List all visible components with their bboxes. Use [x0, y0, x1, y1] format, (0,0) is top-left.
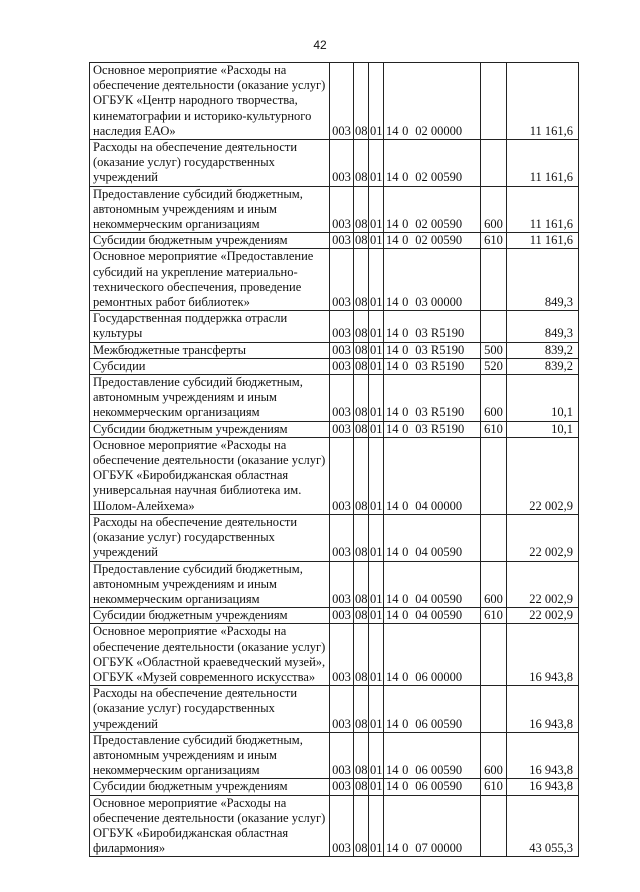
- target-subprogram: 0: [402, 591, 409, 606]
- table-row: [90, 795, 579, 857]
- table-row: [90, 421, 579, 437]
- subsection-code: 01: [369, 249, 384, 311]
- ministry-code: 003: [330, 63, 354, 140]
- target-program: 14: [386, 233, 399, 248]
- subsection-code: 01: [369, 63, 384, 140]
- expense-type-code: 500: [481, 342, 507, 358]
- expense-type-code: 610: [481, 779, 507, 795]
- subsection-code: 01: [370, 358, 383, 373]
- row-name: Межбюджетные трансферты: [90, 342, 330, 358]
- target-program: 14: [386, 669, 399, 684]
- ministry-code: 003: [330, 686, 354, 733]
- row-name: Субсидии бюджетным учреждениям: [90, 608, 330, 624]
- amount: 22 002,9: [507, 608, 579, 624]
- section-code: 08: [354, 795, 369, 857]
- target-article-code: [384, 795, 481, 857]
- target-article-code: [384, 233, 481, 249]
- target-subprogram: 0: [402, 608, 409, 623]
- table-row: [90, 779, 579, 795]
- row-name: Основное мероприятие «Расходы на обеспечение деятельности (оказание услуг) ОГБУК «Областной краеведческий музей», ОГБУК «Музей современного искусства»: [90, 624, 330, 686]
- expense-type-code: [481, 686, 507, 733]
- expense-type-code: [481, 311, 507, 342]
- subsection-code: 01: [369, 437, 384, 514]
- amount: 22 002,9: [507, 561, 579, 608]
- section-code: 08: [354, 186, 369, 233]
- expense-type-code: [481, 140, 507, 187]
- target-subprogram: 0: [402, 779, 409, 794]
- amount: 16 943,8: [507, 686, 579, 733]
- target-subprogram: 0: [402, 545, 409, 560]
- target-program: 14: [386, 123, 399, 138]
- expense-type-code: [481, 514, 507, 561]
- row-name: Основное мероприятие «Предоставление субсидий на укрепление материально-технического обеспечения, проведение ремонтных работ библиотек»: [90, 249, 330, 311]
- target-subprogram: 0: [402, 217, 409, 232]
- target-article-code: [384, 686, 481, 733]
- target-program: 14: [386, 295, 399, 310]
- ministry-code: 003: [330, 608, 354, 624]
- subsection-code: 01: [370, 779, 383, 794]
- expense-type-code: [481, 437, 507, 514]
- target-program: 14: [386, 217, 399, 232]
- amount: 22 002,9: [507, 514, 579, 561]
- target-event: 04 00000: [415, 498, 463, 513]
- target-program: 14: [386, 545, 399, 560]
- target-subprogram: 0: [402, 498, 409, 513]
- target-subprogram: 0: [402, 123, 409, 138]
- section-code: 08: [354, 311, 369, 342]
- ministry-code: 003: [330, 342, 354, 358]
- section-code: 08: [355, 233, 368, 248]
- ministry-code: 003: [330, 514, 354, 561]
- expense-type-code: 610: [481, 608, 507, 624]
- row-name: Предоставление субсидий бюджетным, автономным учреждениям и иным некоммерческим организациям: [90, 561, 330, 608]
- row-name: Субсидии бюджетным учреждениям: [90, 233, 330, 249]
- amount: 11 161,6: [507, 186, 579, 233]
- target-event: 02 00590: [415, 233, 463, 248]
- amount: 10,1: [507, 421, 579, 437]
- subsection-code: 01: [370, 342, 383, 357]
- section-code: 08: [354, 140, 369, 187]
- target-subprogram: 0: [402, 841, 409, 856]
- target-program: 14: [386, 716, 399, 731]
- expense-type-code: 600: [481, 186, 507, 233]
- table-row: [90, 437, 579, 514]
- target-subprogram: 0: [402, 326, 409, 341]
- target-event: 03 R5190: [415, 326, 465, 341]
- subsection-code: 01: [369, 795, 384, 857]
- amount: 11 161,6: [507, 140, 579, 187]
- target-event: 04 00590: [415, 545, 463, 560]
- table-row: [90, 561, 579, 608]
- target-article-code: [384, 421, 481, 437]
- target-article-code: [384, 514, 481, 561]
- table-row: [90, 358, 579, 374]
- ministry-code: 003: [330, 732, 354, 779]
- target-article-code: [384, 732, 481, 779]
- target-program: 14: [386, 358, 399, 373]
- amount: 839,2: [507, 342, 579, 358]
- budget-table: [89, 62, 579, 857]
- target-program: 14: [386, 498, 399, 513]
- target-subprogram: 0: [402, 170, 409, 185]
- table-row: [90, 233, 579, 249]
- section-code: 08: [354, 375, 369, 422]
- row-name: Предоставление субсидий бюджетным, автономным учреждениям и иным некоммерческим организациям: [90, 375, 330, 422]
- section-code: 08: [355, 608, 368, 623]
- target-subprogram: 0: [402, 763, 409, 778]
- table-row: [90, 311, 579, 342]
- expense-type-code: 600: [481, 732, 507, 779]
- target-event: 06 00590: [415, 716, 463, 731]
- table-row: [90, 686, 579, 733]
- subsection-code: 01: [369, 686, 384, 733]
- row-name: Субсидии: [90, 358, 330, 374]
- section-code: 08: [354, 624, 369, 686]
- row-name: Расходы на обеспечение деятельности (оказание услуг) государственных учреждений: [90, 140, 330, 187]
- table-row: [90, 375, 579, 422]
- target-event: 04 00590: [415, 591, 463, 606]
- expense-type-code: [481, 624, 507, 686]
- target-event: 07 00000: [415, 841, 463, 856]
- expense-type-code: 600: [481, 375, 507, 422]
- ministry-code: 003: [330, 624, 354, 686]
- target-article-code: [384, 624, 481, 686]
- target-subprogram: 0: [402, 716, 409, 731]
- section-code: 08: [354, 732, 369, 779]
- expense-type-code: 610: [481, 421, 507, 437]
- target-article-code: [384, 311, 481, 342]
- row-name: Основное мероприятие «Расходы на обеспечение деятельности (оказание услуг) ОГБУК «Биробиджанская областная филармония»: [90, 795, 330, 857]
- target-program: 14: [386, 421, 399, 436]
- section-code: 08: [354, 249, 369, 311]
- ministry-code: 003: [330, 249, 354, 311]
- amount: 16 943,8: [507, 624, 579, 686]
- subsection-code: 01: [369, 186, 384, 233]
- target-article-code: [384, 342, 481, 358]
- target-event: 03 R5190: [415, 421, 465, 436]
- amount: 849,3: [507, 249, 579, 311]
- section-code: 08: [355, 342, 368, 357]
- target-event: 06 00000: [415, 669, 463, 684]
- target-article-code: [384, 63, 481, 140]
- target-program: 14: [386, 779, 399, 794]
- expense-type-code: 610: [481, 233, 507, 249]
- table-row: [90, 342, 579, 358]
- ministry-code: 003: [330, 437, 354, 514]
- target-event: 03 R5190: [415, 342, 465, 357]
- ministry-code: 003: [330, 421, 354, 437]
- target-event: 03 00000: [415, 295, 463, 310]
- target-event: 06 00590: [415, 763, 463, 778]
- target-subprogram: 0: [402, 295, 409, 310]
- section-code: 08: [355, 358, 368, 373]
- expense-type-code: [481, 249, 507, 311]
- amount: 16 943,8: [507, 779, 579, 795]
- target-event: 04 00590: [415, 608, 463, 623]
- table-row: [90, 249, 579, 311]
- expense-type-code: [481, 63, 507, 140]
- subsection-code: 01: [369, 140, 384, 187]
- ministry-code: 003: [330, 358, 354, 374]
- expense-type-code: 600: [481, 561, 507, 608]
- amount: 849,3: [507, 311, 579, 342]
- target-event: 02 00590: [415, 170, 463, 185]
- target-program: 14: [386, 326, 399, 341]
- target-subprogram: 0: [402, 405, 409, 420]
- subsection-code: 01: [370, 608, 383, 623]
- subsection-code: 01: [369, 375, 384, 422]
- amount: 43 055,3: [507, 795, 579, 857]
- section-code: 08: [355, 779, 368, 794]
- table-row: [90, 732, 579, 779]
- target-article-code: [384, 437, 481, 514]
- expense-type-code: 520: [481, 358, 507, 374]
- target-program: 14: [386, 608, 399, 623]
- target-article-code: [384, 375, 481, 422]
- section-code: 08: [355, 421, 368, 436]
- ministry-code: 003: [330, 375, 354, 422]
- target-article-code: [384, 608, 481, 624]
- ministry-code: 003: [330, 795, 354, 857]
- ministry-code: 003: [330, 779, 354, 795]
- target-article-code: [384, 186, 481, 233]
- section-code: 08: [354, 514, 369, 561]
- table-row: [90, 140, 579, 187]
- target-program: 14: [386, 591, 399, 606]
- expense-type-code: [481, 795, 507, 857]
- table-row: [90, 514, 579, 561]
- row-name: Государственная поддержка отрасли культуры: [90, 311, 330, 342]
- row-name: Субсидии бюджетным учреждениям: [90, 779, 330, 795]
- target-event: 02 00000: [415, 123, 463, 138]
- subsection-code: 01: [369, 732, 384, 779]
- table-row: [90, 624, 579, 686]
- amount: 839,2: [507, 358, 579, 374]
- subsection-code: 01: [369, 311, 384, 342]
- target-subprogram: 0: [402, 358, 409, 373]
- target-article-code: [384, 561, 481, 608]
- ministry-code: 003: [330, 140, 354, 187]
- table-row: [90, 63, 579, 140]
- target-program: 14: [386, 342, 399, 357]
- amount: 16 943,8: [507, 732, 579, 779]
- row-name: Основное мероприятие «Расходы на обеспечение деятельности (оказание услуг) ОГБУК «Центр народного творчества, кинематографии и историко-культурного наследия ЕАО»: [90, 63, 330, 140]
- target-program: 14: [386, 763, 399, 778]
- subsection-code: 01: [370, 233, 383, 248]
- subsection-code: 01: [369, 624, 384, 686]
- amount: 10,1: [507, 375, 579, 422]
- section-code: 08: [354, 63, 369, 140]
- amount: 11 161,6: [507, 63, 579, 140]
- target-article-code: [384, 358, 481, 374]
- target-event: 03 R5190: [415, 358, 465, 373]
- target-article-code: [384, 140, 481, 187]
- target-program: 14: [386, 405, 399, 420]
- ministry-code: 003: [330, 233, 354, 249]
- section-code: 08: [354, 437, 369, 514]
- subsection-code: 01: [370, 421, 383, 436]
- target-subprogram: 0: [402, 421, 409, 436]
- target-subprogram: 0: [402, 669, 409, 684]
- target-event: 06 00590: [415, 779, 463, 794]
- target-article-code: [384, 249, 481, 311]
- section-code: 08: [354, 686, 369, 733]
- amount: 22 002,9: [507, 437, 579, 514]
- target-subprogram: 0: [402, 342, 409, 357]
- row-name: Расходы на обеспечение деятельности (оказание услуг) государственных учреждений: [90, 514, 330, 561]
- ministry-code: 003: [330, 186, 354, 233]
- target-program: 14: [386, 841, 399, 856]
- section-code: 08: [354, 561, 369, 608]
- target-event: 02 00590: [415, 217, 463, 232]
- table-row: [90, 608, 579, 624]
- target-subprogram: 0: [402, 233, 409, 248]
- target-event: 03 R5190: [415, 405, 465, 420]
- row-name: Предоставление субсидий бюджетным, автономным учреждениям и иным некоммерческим организациям: [90, 732, 330, 779]
- ministry-code: 003: [330, 311, 354, 342]
- target-program: 14: [386, 170, 399, 185]
- row-name: Субсидии бюджетным учреждениям: [90, 421, 330, 437]
- amount: 11 161,6: [507, 233, 579, 249]
- row-name: Предоставление субсидий бюджетным, автономным учреждениям и иным некоммерческим организациям: [90, 186, 330, 233]
- ministry-code: 003: [330, 561, 354, 608]
- page-number: 42: [313, 38, 327, 52]
- subsection-code: 01: [369, 561, 384, 608]
- row-name: Расходы на обеспечение деятельности (оказание услуг) государственных учреждений: [90, 686, 330, 733]
- row-name: Основное мероприятие «Расходы на обеспечение деятельности (оказание услуг) ОГБУК «Биробиджанская областная универсальная научная библиотека им. Шолом-Алейхема»: [90, 437, 330, 514]
- target-article-code: [384, 779, 481, 795]
- table-row: [90, 186, 579, 233]
- subsection-code: 01: [369, 514, 384, 561]
